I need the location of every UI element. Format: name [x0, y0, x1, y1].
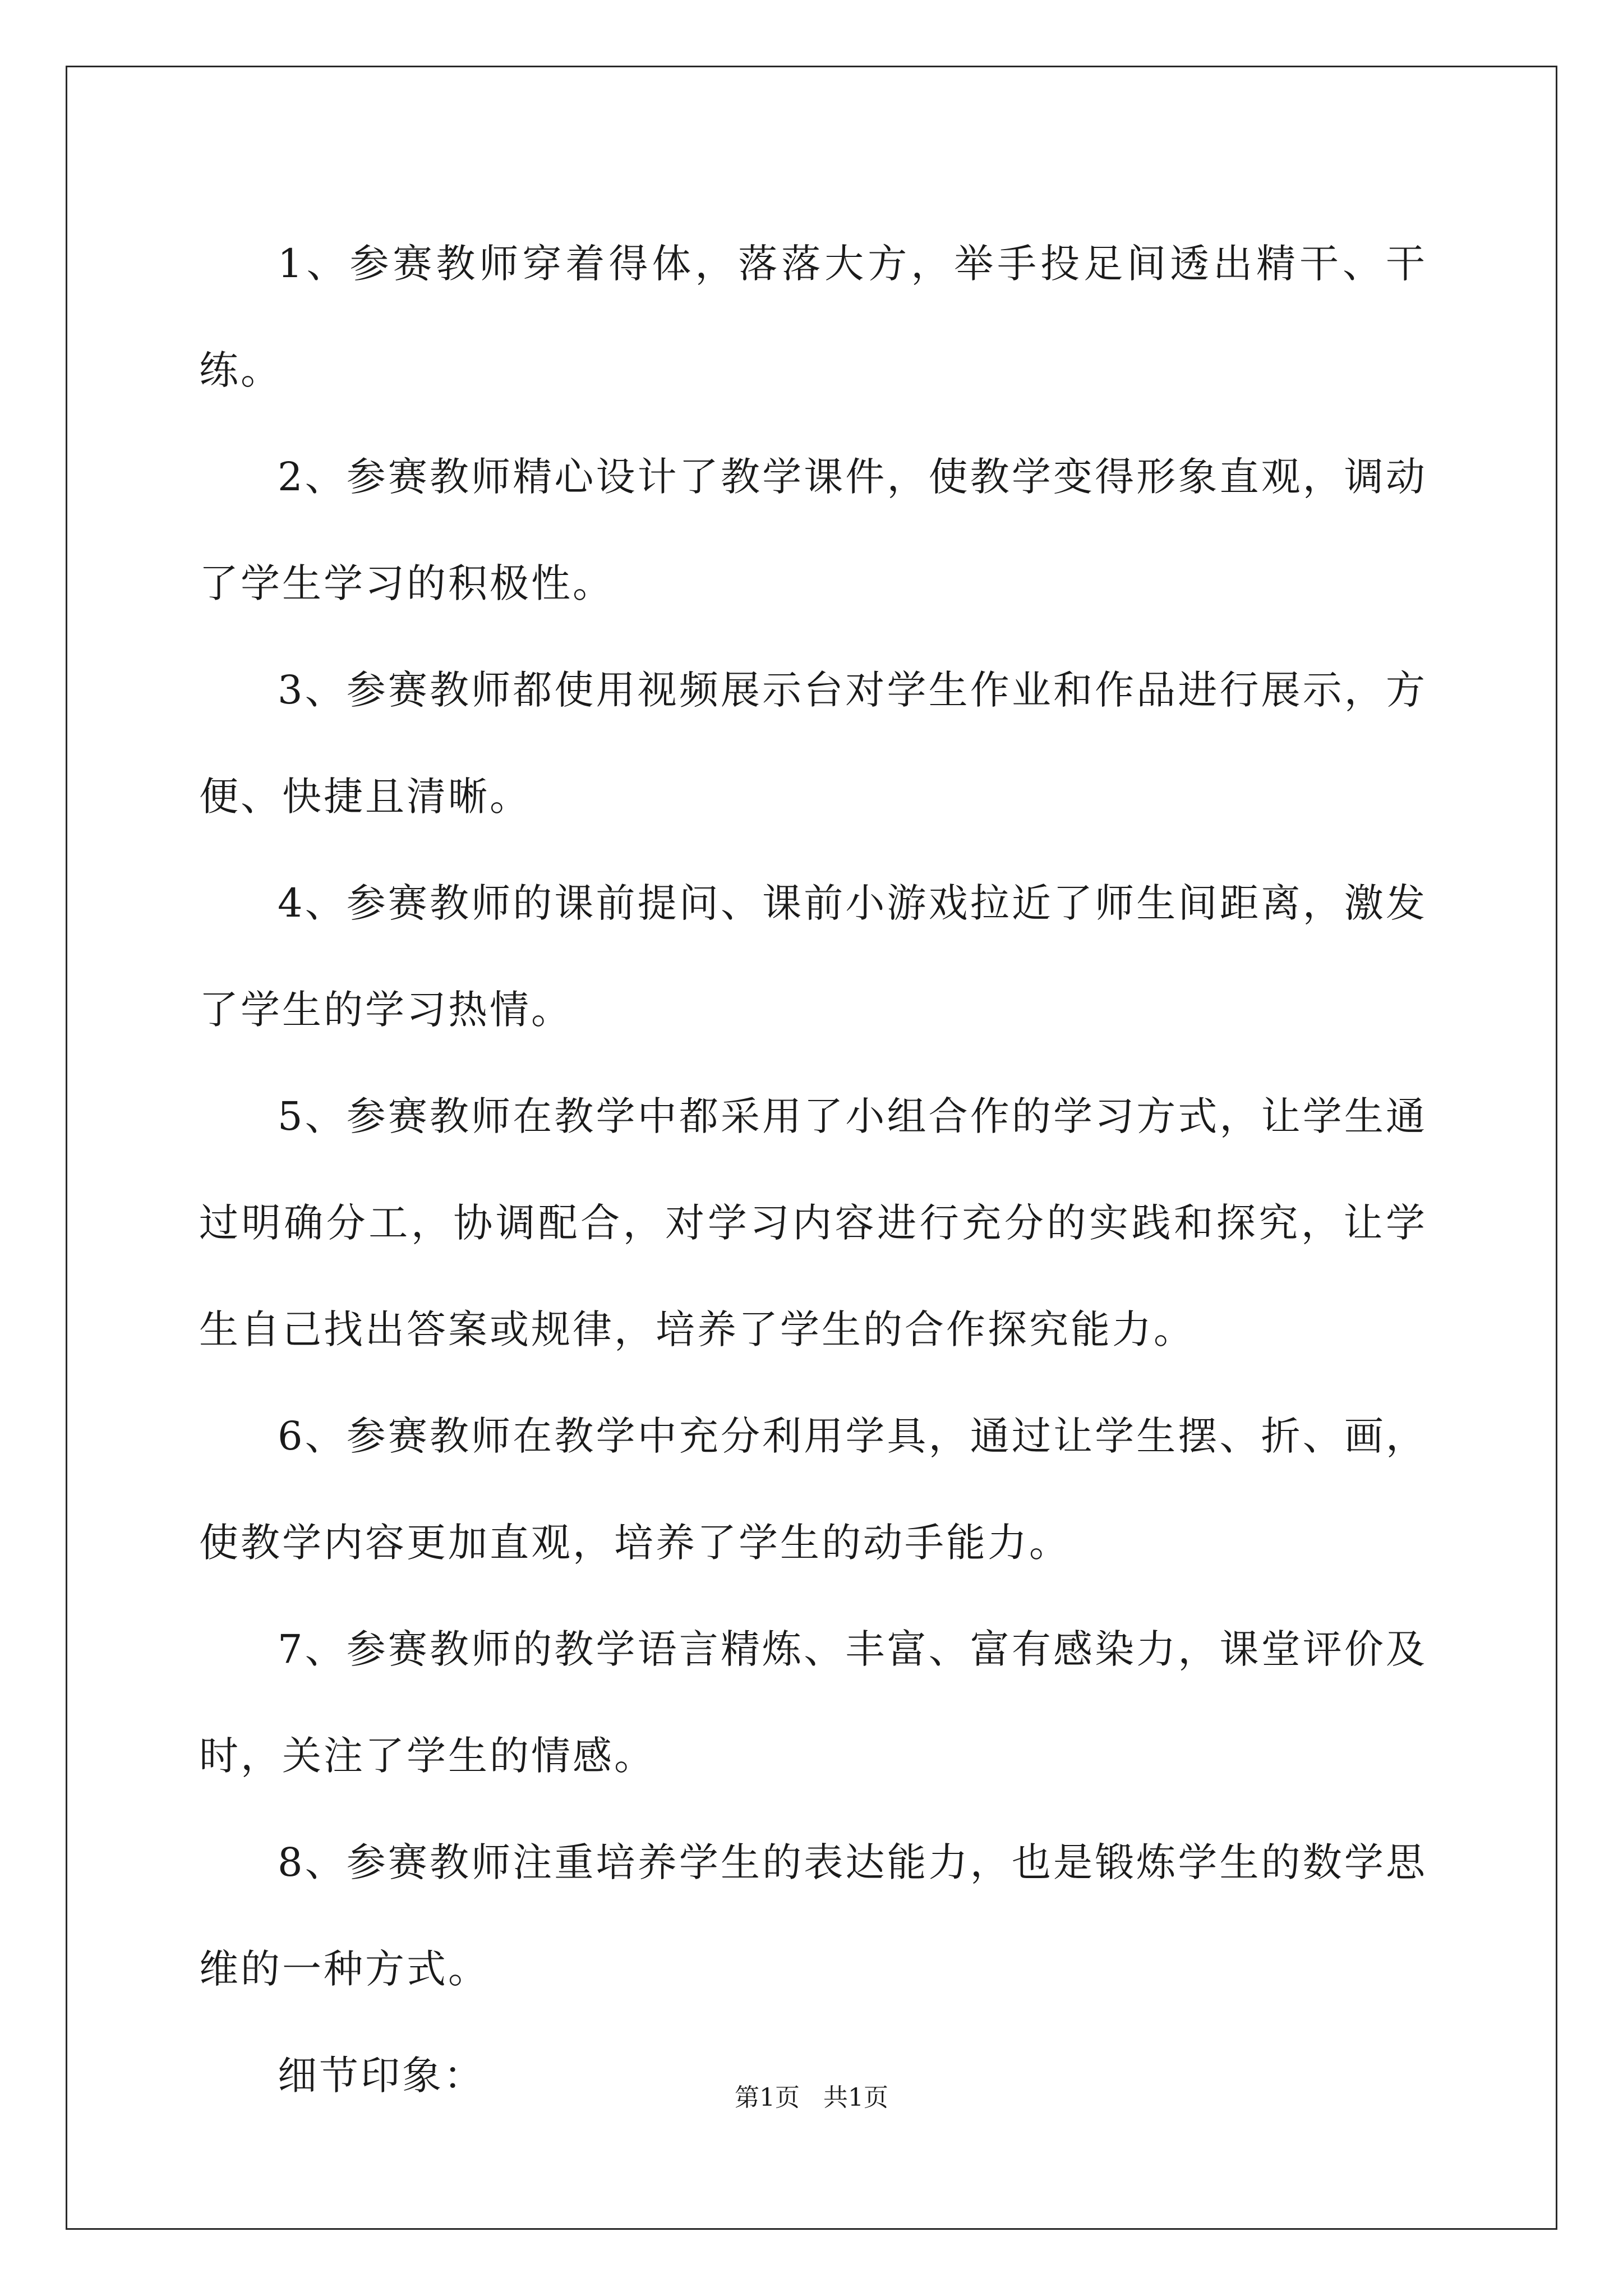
paragraph-4: 4、参赛教师的课前提问、课前小游戏拉近了师生间距离，激发了学生的学习热情。 — [199, 880, 1427, 1033]
total-pages: 共1页 — [823, 2083, 888, 2112]
document-body — [199, 210, 1427, 2129]
paragraph-3: 3、参赛教师都使用视频展示台对学生作业和作品进行展示，方便、快捷且清晰。 — [199, 667, 1427, 820]
paragraph-5: 5、参赛教师在教学中都采用了小组合作的学习方式，让学生通过明确分工，协调配合，对学习内容进行充分的实践和探究，让学生自己找出答案或规律，培养了学生的合作探究能力。 — [199, 1093, 1427, 1352]
page-footer — [0, 2081, 1623, 2115]
paragraph-detail-heading: 细节印象： — [278, 2053, 485, 2099]
paragraph-6: 6、参赛教师在教学中充分利用学具，通过让学生摆、折、画，使教学内容更加直观，培养了学生的动手能力。 — [199, 1413, 1427, 1566]
paragraph-8: 8、参赛教师注重培养学生的表达能力，也是锻炼学生的数学思维的一种方式。 — [199, 1839, 1427, 1992]
page-number: 第1页 — [735, 2083, 800, 2112]
paragraph-2: 2、参赛教师精心设计了教学课件，使教学变得形象直观，调动了学生学习的积极性。 — [199, 454, 1427, 606]
paragraph-1: 1、参赛教师穿着得体，落落大方，举手投足间透出精干、干练。 — [199, 241, 1427, 393]
paragraph-7: 7、参赛教师的教学语言精炼、丰富、富有感染力，课堂评价及时，关注了学生的情感。 — [199, 1626, 1427, 1779]
